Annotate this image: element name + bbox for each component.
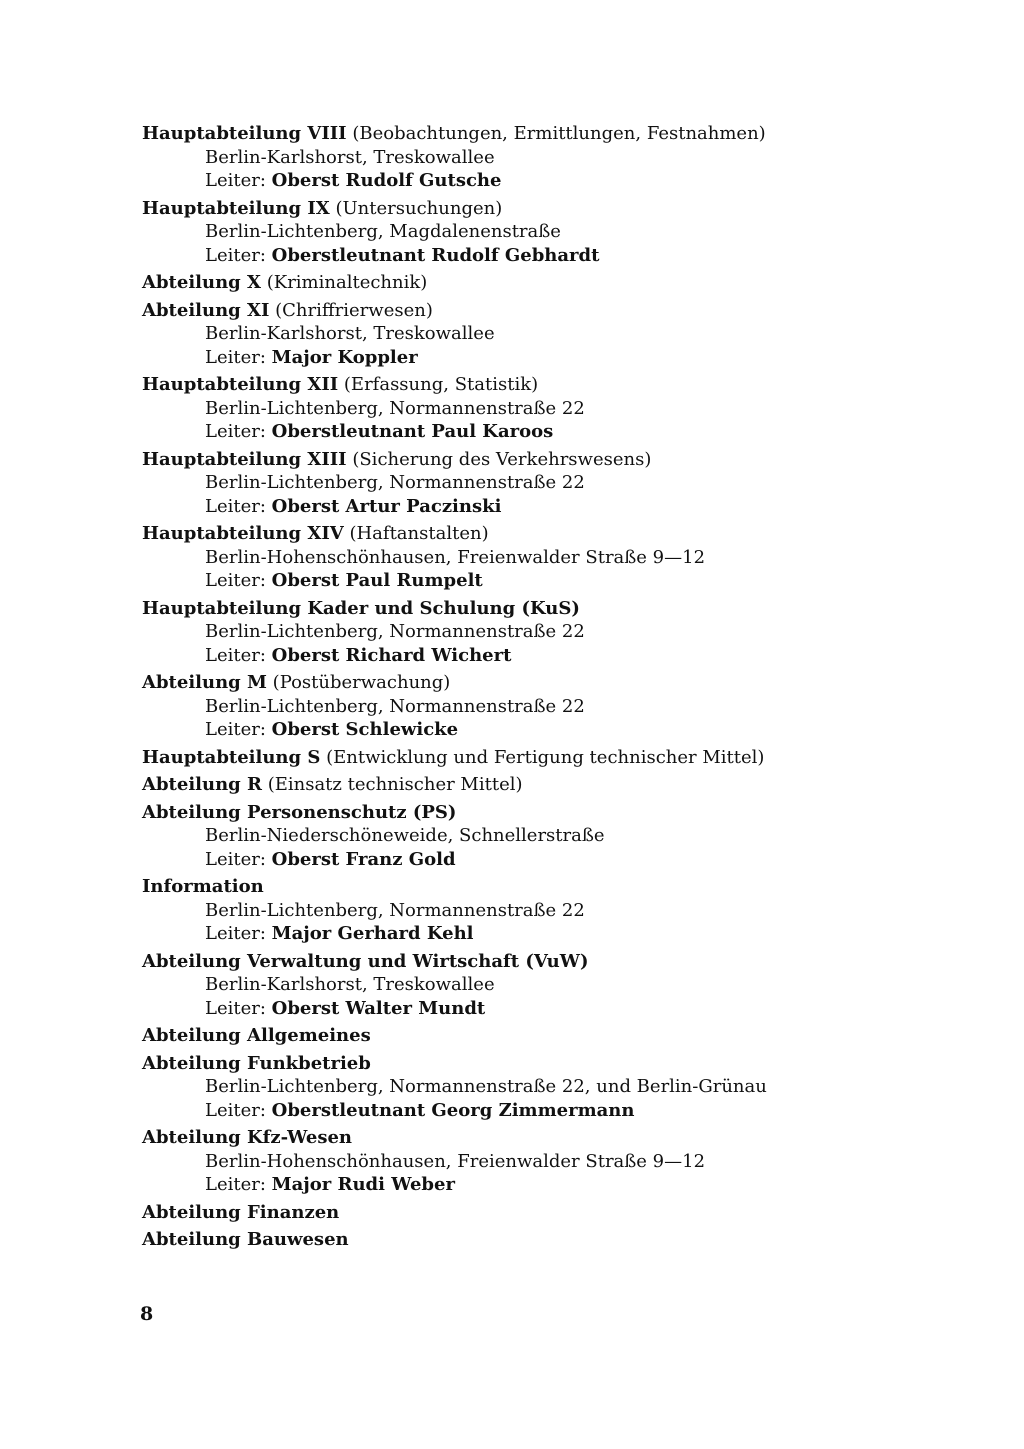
department-name: Hauptabteilung VIII [142, 123, 347, 144]
department-list [142, 122, 982, 1256]
department-entry [142, 522, 982, 593]
department-name: Abteilung Finanzen [142, 1201, 340, 1223]
department-entry [142, 746, 982, 770]
department-name: Abteilung R [142, 774, 262, 795]
department-description: (Sicherung des Verkehrswesens) [346, 448, 652, 470]
department-name: Hauptabteilung S [142, 746, 321, 768]
leader-label: Leiter: [205, 644, 272, 666]
department-description: (Beobachtungen, Ermittlungen, Festnahmen) [346, 123, 766, 144]
department-leader [142, 569, 982, 593]
leader-label: Leiter: [205, 244, 272, 266]
leader-label: Leiter: [205, 848, 272, 870]
leader-label: Leiter: [205, 1174, 272, 1195]
leader-name: Oberstleutnant Rudolf Gebhardt [271, 244, 600, 266]
leader-name: Oberst Artur Paczinski [271, 495, 502, 517]
department-heading [142, 373, 982, 397]
leader-name: Major Gerhard Kehl [271, 923, 474, 944]
leader-label: Leiter: [205, 170, 272, 191]
leader-name: Oberst Richard Wichert [271, 644, 512, 666]
department-entry [142, 1052, 982, 1123]
department-entry [142, 373, 982, 444]
department-heading [142, 875, 982, 899]
department-entry [142, 773, 982, 797]
department-entry [142, 1228, 982, 1252]
department-leader [142, 1099, 982, 1123]
department-heading [142, 122, 982, 146]
department-entry [142, 801, 982, 872]
department-heading [142, 522, 982, 546]
department-address: Berlin-Hohenschönhausen, Freienwalder Straße 9—12 [205, 1150, 706, 1172]
department-heading [142, 1052, 982, 1076]
department-heading [142, 1024, 982, 1048]
department-name: Abteilung Verwaltung und Wirtschaft (VuW) [142, 950, 589, 972]
department-entry [142, 448, 982, 519]
department-name: Abteilung Allgemeines [142, 1025, 371, 1046]
department-entry [142, 197, 982, 268]
leader-name: Oberst Walter Mundt [271, 997, 486, 1019]
department-leader [142, 1173, 982, 1197]
department-leader [142, 718, 982, 742]
department-address: Berlin-Lichtenberg, Normannenstraße 22 [205, 397, 585, 419]
department-address: Berlin-Lichtenberg, Normannenstraße 22 [205, 472, 585, 493]
department-address: Berlin-Lichtenberg, Normannenstraße 22 [205, 621, 585, 642]
department-address: Berlin-Karlshorst, Treskowallee [205, 323, 495, 344]
department-entry [142, 671, 982, 742]
department-name: Abteilung Funkbetrieb [142, 1052, 371, 1074]
department-entry [142, 1024, 982, 1048]
department-address: Berlin-Niederschöneweide, Schnellerstraße [205, 825, 605, 846]
department-entry [142, 271, 982, 295]
department-entry [142, 1126, 982, 1197]
department-entry [142, 122, 982, 193]
department-heading [142, 271, 982, 295]
department-name: Abteilung Bauwesen [142, 1229, 349, 1250]
leader-name: Oberstleutnant Paul Karoos [271, 421, 554, 442]
department-address: Berlin-Lichtenberg, Magdalenenstraße [205, 221, 561, 242]
leader-name: Oberst Franz Gold [271, 848, 456, 870]
department-leader [142, 997, 982, 1021]
leader-name: Oberstleutnant Georg Zimmermann [271, 1099, 635, 1121]
leader-label: Leiter: [205, 997, 272, 1019]
department-description: (Einsatz technischer Mittel) [261, 774, 523, 795]
department-heading [142, 1228, 982, 1252]
department-entry [142, 950, 982, 1021]
department-name: Abteilung Kfz-Wesen [142, 1127, 352, 1148]
department-entry [142, 597, 982, 668]
department-name: Abteilung X [142, 272, 261, 293]
department-description: (Entwicklung und Fertigung technischer Mittel) [320, 746, 765, 768]
leader-label: Leiter: [205, 346, 272, 368]
department-heading [142, 950, 982, 974]
leader-name: Oberst Rudolf Gutsche [271, 170, 502, 191]
leader-label: Leiter: [205, 421, 272, 442]
department-description: (Chriffrierwesen) [269, 299, 433, 321]
department-leader [142, 169, 982, 193]
department-heading [142, 746, 982, 770]
leader-label: Leiter: [205, 719, 272, 740]
page-number: 8 [140, 1303, 154, 1325]
department-heading [142, 1126, 982, 1150]
leader-name: Major Rudi Weber [271, 1174, 455, 1195]
department-description: (Untersuchungen) [329, 197, 503, 219]
department-leader [142, 848, 982, 872]
department-name: Information [142, 876, 264, 897]
leader-name: Oberst Schlewicke [271, 719, 459, 740]
department-leader [142, 420, 982, 444]
department-heading [142, 773, 982, 797]
department-name: Hauptabteilung IX [142, 197, 330, 219]
department-description: (Postüberwachung) [266, 672, 451, 693]
department-description: (Kriminaltechnik) [261, 272, 428, 293]
department-name: Hauptabteilung XIV [142, 523, 344, 544]
department-address: Berlin-Hohenschönhausen, Freienwalder Straße 9—12 [205, 546, 706, 568]
department-name: Abteilung M [142, 672, 267, 693]
leader-name: Oberst Paul Rumpelt [271, 570, 483, 591]
department-heading [142, 597, 982, 621]
department-address: Berlin-Lichtenberg, Normannenstraße 22 [205, 695, 585, 717]
department-entry [142, 875, 982, 946]
department-heading [142, 299, 982, 323]
department-name: Abteilung Personenschutz (PS) [142, 801, 457, 823]
department-description: (Erfassung, Statistik) [338, 374, 539, 395]
department-name: Hauptabteilung Kader und Schulung (KuS) [142, 597, 580, 619]
department-leader [142, 244, 982, 268]
leader-label: Leiter: [205, 923, 272, 944]
department-heading [142, 801, 982, 825]
department-heading [142, 671, 982, 695]
department-entry [142, 1201, 982, 1225]
department-leader [142, 644, 982, 668]
leader-label: Leiter: [205, 570, 272, 591]
leader-label: Leiter: [205, 495, 272, 517]
department-name: Hauptabteilung XII [142, 374, 339, 395]
department-leader [142, 495, 982, 519]
department-address: Berlin-Lichtenberg, Normannenstraße 22 [205, 899, 585, 921]
department-address: Berlin-Karlshorst, Treskowallee [205, 146, 495, 168]
department-leader [142, 922, 982, 946]
department-description: (Haftanstalten) [343, 523, 489, 544]
department-heading [142, 1201, 982, 1225]
leader-name: Major Koppler [271, 346, 418, 368]
department-name: Hauptabteilung XIII [142, 448, 347, 470]
department-heading [142, 197, 982, 221]
department-heading [142, 448, 982, 472]
department-name: Abteilung XI [142, 299, 270, 321]
department-leader [142, 346, 982, 370]
department-entry [142, 299, 982, 370]
department-address: Berlin-Lichtenberg, Normannenstraße 22, und Berlin-Grünau [205, 1076, 767, 1097]
leader-label: Leiter: [205, 1099, 272, 1121]
department-address: Berlin-Karlshorst, Treskowallee [205, 974, 495, 995]
